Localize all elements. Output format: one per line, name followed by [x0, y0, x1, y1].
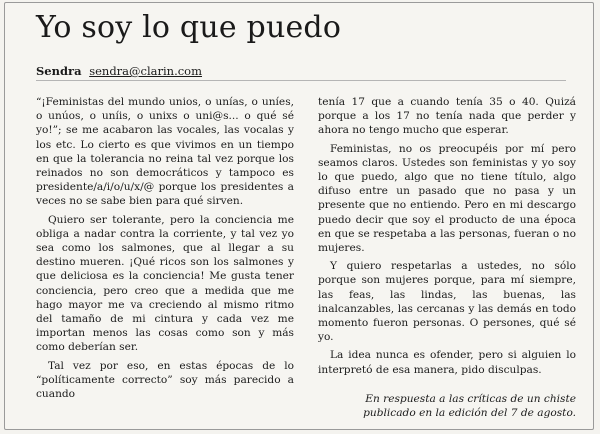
paragraph: Tal vez por eso, en estas épocas de lo “políticamente correcto” soy más parecido a cuando — [36, 359, 294, 401]
paragraph: La idea nunca es ofender, pero si alguien lo interpretó de esa manera, pido disculpas. — [318, 349, 576, 376]
column-left — [36, 95, 294, 405]
author-name: Sendra — [36, 64, 82, 78]
column-right — [318, 95, 576, 381]
author-email-link[interactable]: sendra@clarin.com — [89, 64, 203, 78]
paragraph: Feministas, no os preocupéis por mí pero seamos claros. Ustedes son feministas y yo soy lo que puedo, algo que no tiene título, algo difuso entre un pasado que no pasa y un presente que no entiendo. Pero en mi descargo puedo decir que soy el producto de una época en que se respetaba a las personas, fueran o no mujeres. — [318, 142, 576, 255]
paragraph: “¡Feministas del mundo unios, o unías, o uníes, o unúos, o uníis, o unixs o uni@s... o qué sé yo!”; se me acabaron las vocales, las vocalas y los etc. Lo cierto es que vivimos en un tiempo en que la tolerancia no reina tal vez porque los reinados no son democráticos y tampoco es presidente/a/i/o/u/x/@ porque los presidentes a veces no se sabe bien para qué sirven. — [36, 96, 294, 208]
paragraph: Y quiero respetarlas a ustedes, no sólo porque son mujeres porque, para mí siempre, las feas, las lindas, las buenas, las inalcanzables, las cercanas y las demás en todo momento fueron personas. O persones, qué sé yo. — [318, 260, 576, 344]
paragraph: tenía 17 que a cuando tenía 35 o 40. Quizá porque a los 17 no tenía nada que perder y ahora no tengo mucho que esperar. — [318, 96, 576, 137]
byline-divider — [36, 80, 566, 81]
headline: Yo soy lo que puedo — [36, 10, 342, 45]
byline — [36, 64, 202, 78]
signoff-note: En respuesta a las críticas de un chiste publicado en la edición del 7 de agosto. — [363, 393, 576, 420]
paragraph: Quiero ser tolerante, pero la conciencia me obliga a nadar contra la corriente, y tal vez yo sea como los salmones, que al llegar a su destino mueren. ¡Qué ricos son los salmones y que deliciosa es la conciencia! Me gusta tener conciencia, pero creo que a medida que me hago mayor me va creciendo al mismo ritmo del tamaño de mi cintura y cada vez me importan menos las cosas como son y más como deberían ser. — [36, 213, 294, 354]
